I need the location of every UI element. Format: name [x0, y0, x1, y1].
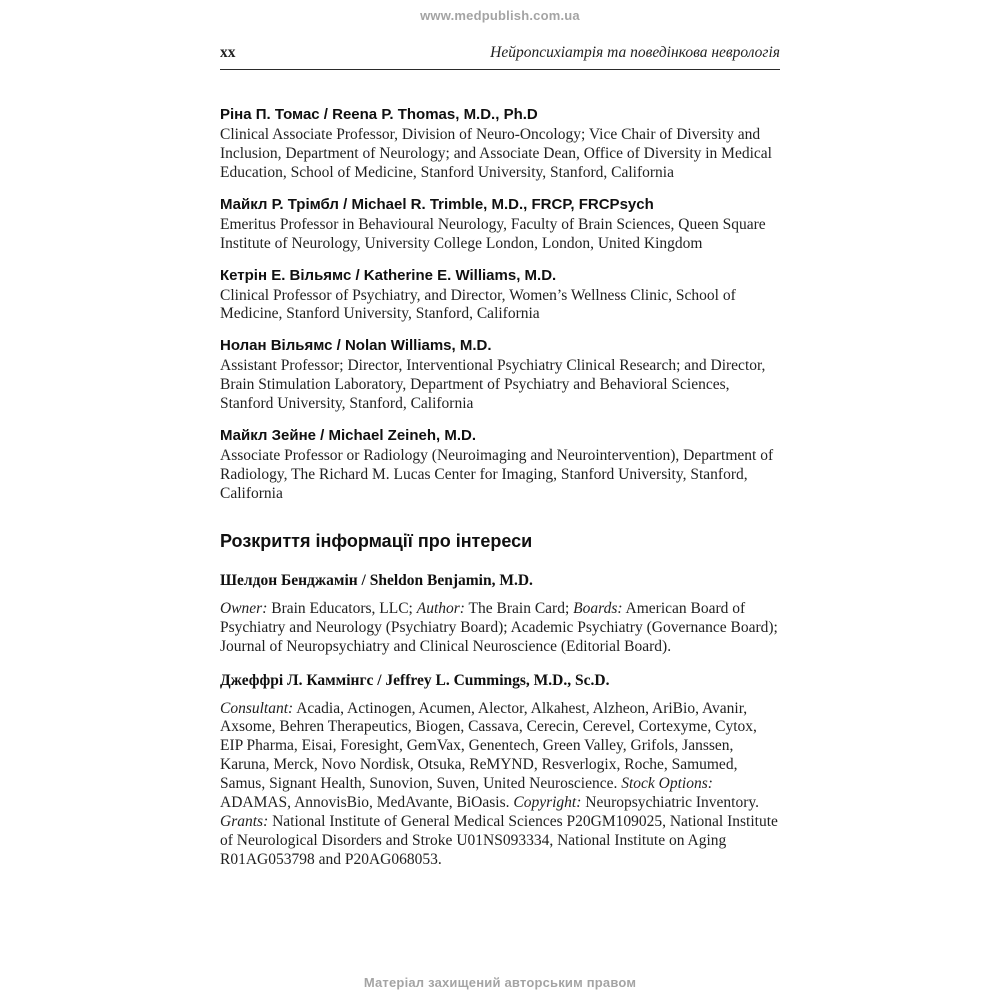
- page-number: xx: [220, 44, 236, 61]
- running-title: Нейропсихіатрія та поведінкова неврологія: [490, 44, 780, 61]
- disclosure-heading: Розкриття інформації про інтереси: [220, 530, 533, 551]
- role-label: Boards:: [573, 599, 623, 617]
- contributor-entry: [220, 267, 780, 325]
- contributor-entry: [220, 337, 780, 414]
- page-content: [220, 44, 780, 885]
- contributor-bio: Emeritus Professor in Behavioural Neurology, Faculty of Brain Sciences, Queen Square Institute of Neurology, University College London, London, United Kingdom: [220, 215, 766, 252]
- disclosure-name: Шелдон Бенджамін / Sheldon Benjamin, M.D.: [220, 571, 533, 589]
- contributors-list: [220, 106, 780, 504]
- header-rule: [220, 69, 780, 70]
- role-text: Neuropsychiatric Inventory.: [581, 794, 760, 812]
- role-label: Grants:: [220, 812, 269, 830]
- role-text: ADAMAS, AnnovisBio, MedAvante, BiOasis.: [220, 794, 514, 812]
- disclosure-name: Джеффрі Л. Каммінгс / Jeffrey L. Cummings, M.D., Sc.D.: [220, 671, 610, 689]
- contributor-bio: Clinical Associate Professor, Division of Neuro-Oncology; Vice Chair of Diversity and Inclusion, Department of Neurology; and Associate Dean, Office of Diversity in Medical Education, School of Medicine, Stanford University, Stanford, California: [220, 126, 772, 181]
- role-label: Owner:: [220, 599, 268, 617]
- role-label: Copyright:: [513, 794, 582, 812]
- disclosure-entry: [220, 672, 780, 870]
- contributor-bio: Clinical Professor of Psychiatry, and Director, Women’s Wellness Clinic, School of Medicine, Stanford University, Stanford, California: [220, 286, 736, 323]
- role-label: Stock Options:: [621, 775, 713, 793]
- copyright-notice: Матеріал захищений авторським правом: [363, 975, 637, 990]
- role-text: Brain Educators, LLC;: [267, 599, 417, 617]
- role-label: Consultant:: [220, 699, 294, 717]
- contributor-name: Ріна П. Томас / Reena P. Thomas, M.D., Ph.D: [220, 106, 538, 123]
- contributor-name: Нолан Вільямс / Nolan Williams, M.D.: [220, 337, 492, 355]
- contributor-name: Кетрін Е. Вільямс / Katherine E. Williams, M.D.: [220, 266, 557, 284]
- publisher-url: www.medpublish.com.ua: [420, 8, 580, 23]
- contributor-entry: [220, 196, 780, 254]
- role-text: The Brain Card;: [464, 599, 574, 617]
- contributor-entry: [220, 427, 780, 504]
- role-text: National Institute of General Medical Sciences P20GM109025, National Institute of Neurological Disorders and Stroke U01NS093334, National Institute on Aging R01AG053798 and P20AG068053.: [220, 812, 778, 868]
- disclosure-entry: [220, 572, 780, 657]
- contributor-name: Майкл Р. Трімбл / Michael R. Trimble, M.D., FRCP, FRCPsych: [220, 195, 654, 213]
- role-label: Author:: [416, 599, 465, 617]
- contributor-entry: [220, 106, 780, 183]
- contributor-bio: Assistant Professor; Director, Interventional Psychiatry Clinical Research; and Director, Brain Stimulation Laboratory, Department of Psychiatry and Behavioral Sciences, Stanford University, Stanford, California: [220, 357, 766, 413]
- contributor-name: Майкл Зейне / Michael Zeineh, M.D.: [220, 427, 477, 445]
- contributor-bio: Associate Professor or Radiology (Neuroimaging and Neurointervention), Department of Radiology, The Richard M. Lucas Center for Imaging, Stanford University, Stanford, California: [220, 447, 774, 502]
- role-text: Acadia, Actinogen, Acumen, Alector, Alkahest, Alzheon, AriBio, Avanir, Axsome, Behren Therapeutics, Biogen, Cassava, Cerecin, Cerevel, Cortexyme, Cytox, EIP Pharma, Eisai, Foresight, GemVax, Genentech, Green Valley, Grifols, Janssen, Karuna, Merck, Novo Nordisk, Otsuka, ReMYND, Resverlogix, Roche, Samumed, Samus, Signant Health, Sunovion, Suven, United Neuroscience.: [220, 699, 757, 793]
- disclosure-text: [220, 600, 780, 657]
- disclosure-text: [220, 700, 780, 870]
- running-head: [220, 44, 780, 69]
- role-text: American Board of Psychiatry and Neurology (Psychiatry Board); Academic Psychiatry (Governance Board); Journal of Neuropsychiatry and Clinical Neuroscience (Editorial Board).: [220, 599, 778, 655]
